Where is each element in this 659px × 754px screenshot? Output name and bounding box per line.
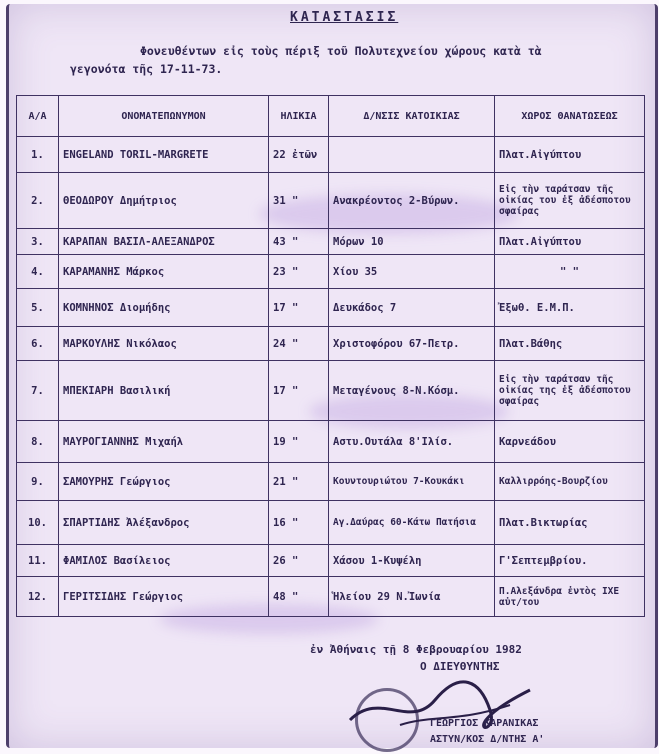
table-row	[17, 361, 645, 421]
table-row	[17, 577, 645, 617]
row-age: 21 "	[269, 463, 329, 501]
header-place: ΧΩΡΟΣ ΘΑΝΑΤΩΣΕΩΣ	[495, 96, 645, 137]
intro-line-2: γεγονότα τῆς 17-11-73.	[70, 62, 223, 76]
row-num: 5.	[17, 289, 59, 327]
row-name: ΓΕΡΙΤΣΙΔΗΣ Γεώργιος	[59, 577, 269, 617]
table-row	[17, 327, 645, 361]
row-address: Χριστοφόρου 67-Πετρ.	[329, 327, 495, 361]
row-place: Καρνεάδου	[495, 421, 645, 463]
row-place: Καλλιρρόης-Βουρζίου	[495, 463, 645, 501]
row-address: Χίου 35	[329, 255, 495, 289]
intro-text	[70, 42, 630, 78]
row-address: Ανακρέοντος 2-Βύρων.	[329, 173, 495, 229]
row-age: 24 "	[269, 327, 329, 361]
row-name: ΚΟΜΝΗΝΟΣ Διομήδης	[59, 289, 269, 327]
row-place: Πλατ.Βικτωρίας	[495, 501, 645, 545]
row-place: Εἰς τὴν ταράτσαν τῆς οἰκίας της ἐξ ἀδέσποτου σφαίρας	[495, 361, 645, 421]
row-address	[329, 137, 495, 173]
row-name: ΜΠΕΚΙΑΡΗ Βασιλική	[59, 361, 269, 421]
row-name: ΦΑΜΙΛΟΣ Βασίλειος	[59, 545, 269, 577]
row-name: ΚΑΡΑΠΑΝ ΒΑΣΙΛ-ΑΛΕΞΑΝΔΡΟΣ	[59, 229, 269, 255]
row-name: ΣΠΑΡΤΙΔΗΣ Ἀλέξανδρος	[59, 501, 269, 545]
row-num: 4.	[17, 255, 59, 289]
row-num: 12.	[17, 577, 59, 617]
table-row	[17, 545, 645, 577]
table-row	[17, 229, 645, 255]
row-num: 11.	[17, 545, 59, 577]
row-place: Πλατ.Βάθης	[495, 327, 645, 361]
row-name: ΘΕΟΔΩΡΟΥ Δημήτριος	[59, 173, 269, 229]
table-header-row	[17, 96, 645, 137]
row-age: 31 "	[269, 173, 329, 229]
row-age: 17 "	[269, 289, 329, 327]
row-place: Πλατ.Αἰγύπτου	[495, 229, 645, 255]
row-name: ENGELAND TORIL-MARGRETE	[59, 137, 269, 173]
table-row	[17, 501, 645, 545]
table-row	[17, 289, 645, 327]
row-age: 43 "	[269, 229, 329, 255]
row-age: 23 "	[269, 255, 329, 289]
intro-line-1: Φονευθέντων εἰς τοὺς πέριξ τοῦ Πολυτεχνείου χώρους κατὰ τὰ	[140, 44, 542, 58]
row-place: Ἐξωθ. Ε.Μ.Π.	[495, 289, 645, 327]
row-age: 17 "	[269, 361, 329, 421]
row-address: Μεταγένους 8-Ν.Κόσμ.	[329, 361, 495, 421]
document-title: ΚΑΤΑΣΤΑΣΙΣ	[290, 10, 399, 25]
table-row	[17, 421, 645, 463]
footer-rank: ΑΣΤΥΝ/ΚΟΣ Δ/ΝΤΗΣ Α'	[430, 734, 545, 745]
row-num: 9.	[17, 463, 59, 501]
row-name: ΜΑΡΚΟΥΛΗΣ Νικόλαος	[59, 327, 269, 361]
row-name: ΜΑΥΡΟΓΙΑΝΝΗΣ Μιχαήλ	[59, 421, 269, 463]
table-row	[17, 137, 645, 173]
row-place: Πλατ.Αἰγύπτου	[495, 137, 645, 173]
table-row	[17, 463, 645, 501]
row-address: Αστυ.Ουτάλα 8'Ιλίσ.	[329, 421, 495, 463]
row-age: 22 ἐτῶν	[269, 137, 329, 173]
row-address: Κουντουριώτου 7-Κουκάκι	[329, 463, 495, 501]
row-age: 19 "	[269, 421, 329, 463]
header-age: ΗΛΙΚΙΑ	[269, 96, 329, 137]
row-address: Δευκάδος 7	[329, 289, 495, 327]
table-row	[17, 255, 645, 289]
signature-icon	[340, 670, 540, 740]
victims-table	[16, 95, 645, 617]
row-num: 2.	[17, 173, 59, 229]
row-place: " "	[495, 255, 645, 289]
header-address: Δ/ΝΣΙΣ ΚΑΤΟΙΚΙΑΣ	[329, 96, 495, 137]
row-address: Χάσου 1-Κυψέλη	[329, 545, 495, 577]
row-place: Γ'Σεπτεμβρίου.	[495, 545, 645, 577]
row-num: 3.	[17, 229, 59, 255]
row-name: ΣΑΜΟΥΡΗΣ Γεώργιος	[59, 463, 269, 501]
row-address: Αγ.Δαύρας 60-Κάτω Πατήσια	[329, 501, 495, 545]
row-num: 6.	[17, 327, 59, 361]
row-place: Εἰς τὴν ταράτσαν τῆς οἰκίας του ἐξ ἀδέσποτου σφαίρας	[495, 173, 645, 229]
row-age: 48 "	[269, 577, 329, 617]
header-num: Α/Α	[17, 96, 59, 137]
row-age: 26 "	[269, 545, 329, 577]
footer-role: Ο ΔΙΕΥΘΥΝΤΗΣ	[420, 660, 500, 673]
row-address: Ἡλείου 29 Ν.Ἰωνία	[329, 577, 495, 617]
row-num: 10.	[17, 501, 59, 545]
row-age: 16 "	[269, 501, 329, 545]
row-name: ΚΑΡΑΜΑΝΗΣ Μάρκος	[59, 255, 269, 289]
row-num: 1.	[17, 137, 59, 173]
header-name: ΟΝΟΜΑΤΕΠΩΝΥΜΟΝ	[59, 96, 269, 137]
footer-date: ἐν Ἀθήναις τῇ 8 Φεβρουαρίου 1982	[310, 643, 522, 656]
table-row	[17, 173, 645, 229]
row-place: Π.Αλεξάνδρα ἐντὸς ΙΧΕ αὐτ/του	[495, 577, 645, 617]
row-address: Μόρων 10	[329, 229, 495, 255]
row-num: 7.	[17, 361, 59, 421]
row-num: 8.	[17, 421, 59, 463]
footer-signer: ΓΕΩΡΓΙΟΣ ΚΑΡΑΝΙΚΑΣ	[430, 718, 539, 729]
